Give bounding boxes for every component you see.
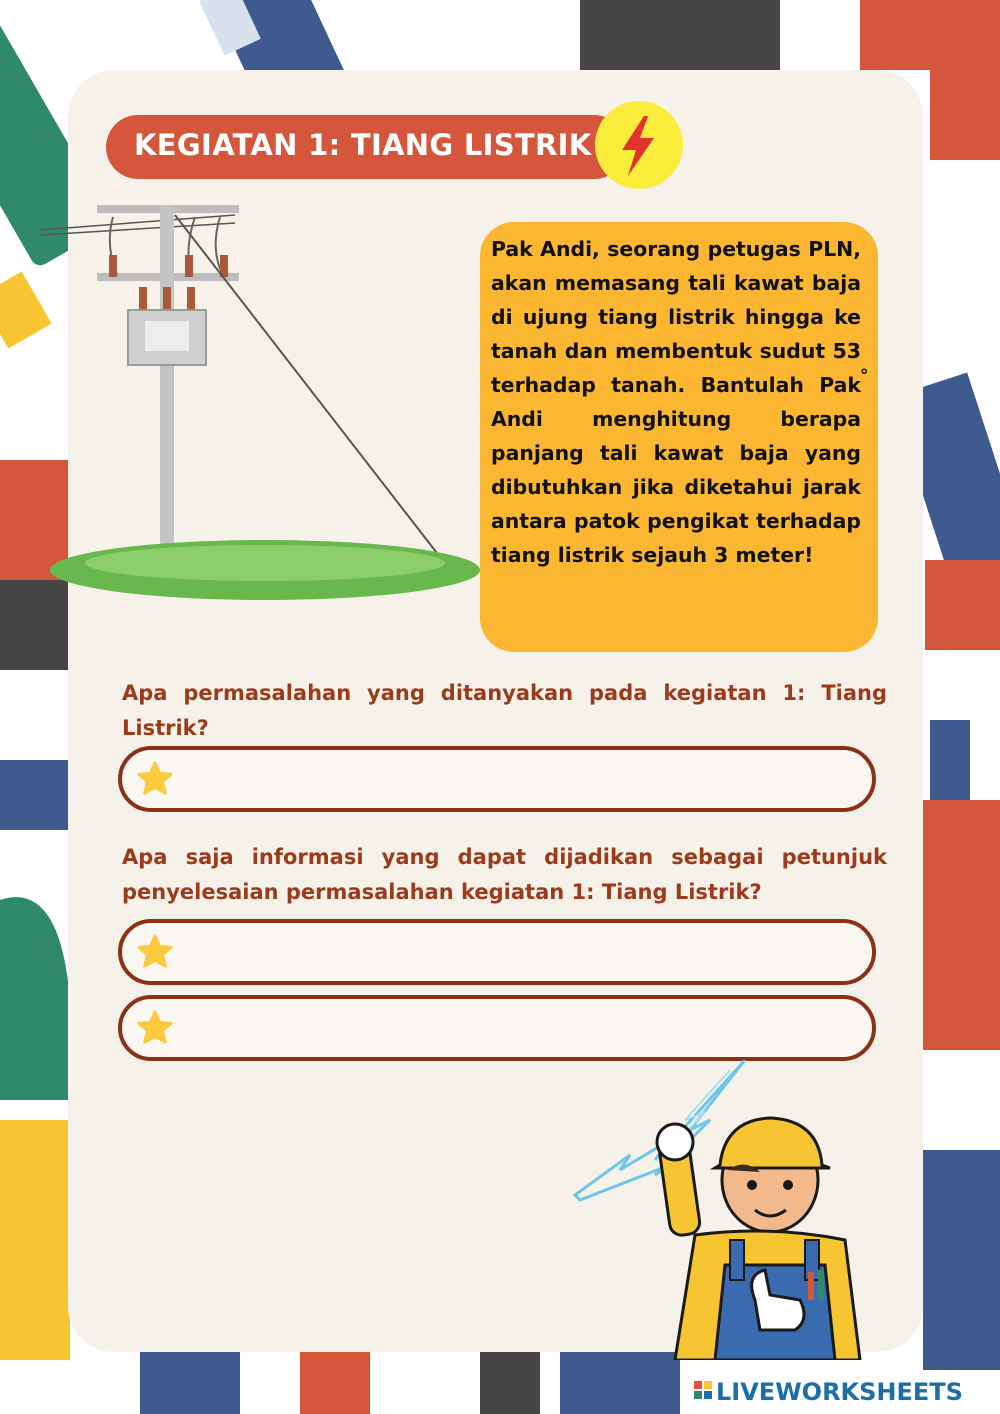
footer-brand: LIVEWORKSHEETS: [716, 1378, 963, 1406]
story-text: Pak Andi, seorang petugas PLN, akan memasang tali kawat baja di ujung tiang listrik hingga ke tanah dan membentuk sudut 53 terhadap tanah. Bantulah Pak Andi menghitung berapa panjang tali kawat baja yang dibutuhkan jika diketahui jarak antara patok pengikat terhadap tiang listrik sejauh 3 meter!: [491, 237, 861, 567]
electric-pole-illustration: [35, 195, 485, 615]
star-icon: [136, 1009, 174, 1047]
electrician-worker-illustration: [560, 1060, 880, 1360]
star-icon: [136, 760, 174, 798]
answer-box-1[interactable]: [118, 746, 876, 812]
page-title: KEGIATAN 1: TIANG LISTRIK: [134, 128, 592, 162]
star-icon: [136, 933, 174, 971]
question-2-text: Apa saja informasi yang dapat dijadikan sebagai petunjuk penyelesaian permasalahan kegiatan 1: Tiang Listrik?: [122, 845, 887, 904]
question-1-text: Apa permasalahan yang ditanyakan pada kegiatan 1: Tiang Listrik?: [122, 681, 887, 740]
degree-symbol: °: [860, 366, 869, 386]
answer-input-3[interactable]: [188, 1007, 846, 1051]
lightning-bolt-icon: [594, 100, 684, 190]
answer-input-2[interactable]: [188, 931, 846, 975]
answer-box-2[interactable]: [118, 919, 876, 985]
answer-input-1[interactable]: [188, 758, 846, 802]
answer-box-3[interactable]: [118, 995, 876, 1061]
